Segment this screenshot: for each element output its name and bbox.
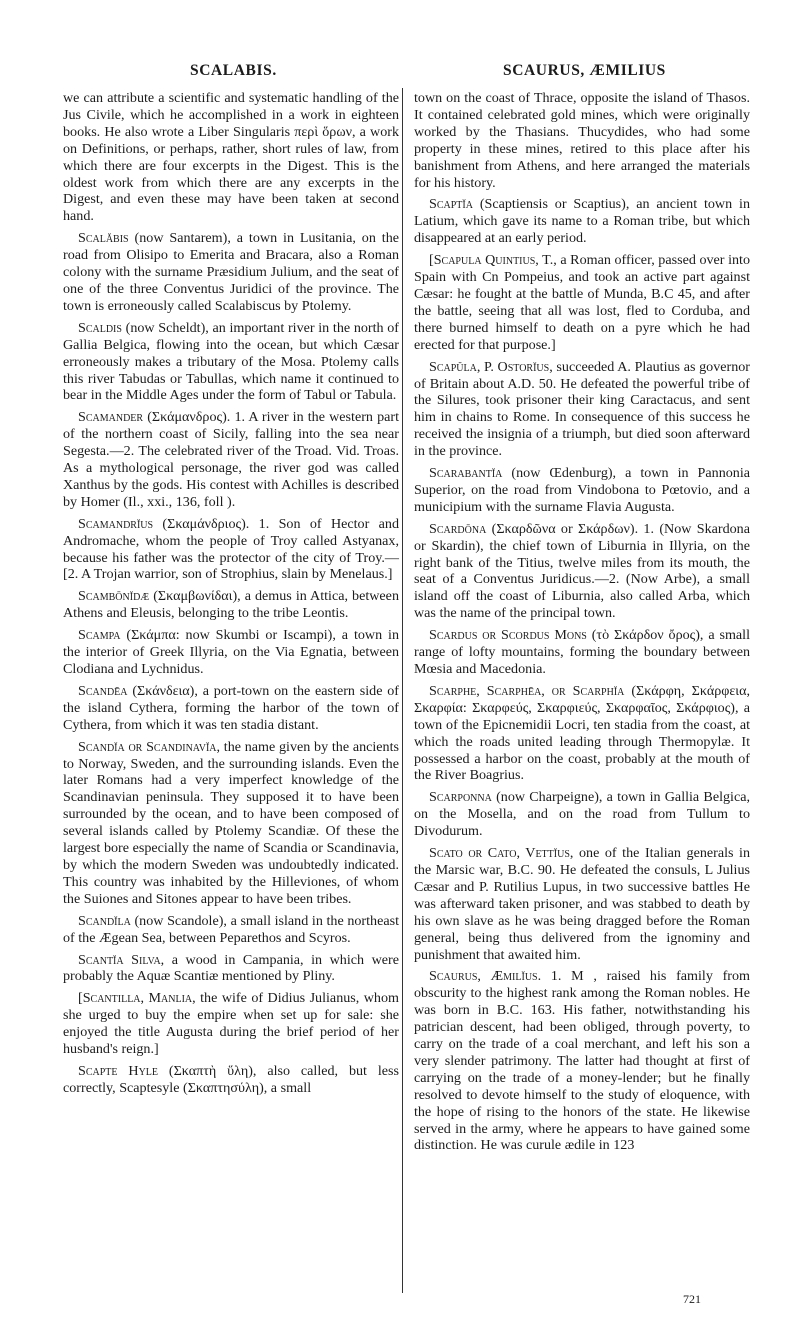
entry-headword: Scarponna xyxy=(429,789,492,806)
entry-text: (Scaptiensis or Scaptius), an ancient town in Latium, which gave its name to a Roman tribe, but which disappeared at an early period. xyxy=(414,196,750,247)
right-column xyxy=(414,90,750,1159)
running-head-right: SCAURUS, ÆMILIUS xyxy=(503,62,666,79)
dictionary-entry xyxy=(414,683,750,784)
dictionary-entry xyxy=(414,521,750,622)
entry-text: . 1. M , raised his family from obscurity to the highest rank among the Roman nobles. He was born in B.C. 163. His father, notwithstanding his patrician descent, had been obliged, through poverty, to carry on the trade of a coal merchant, and left his son a very slender patrimony. The latter had thought at first of carrying on the trade of a money-lender; but he finally resolved to devote himself to the study of eloquence, with the hope of rising to the honors of the state. He likewise served in the army, where he appears to have gained some distinction. He was curule ædile in 123 xyxy=(414,968,750,1154)
entry-text: town on the coast of Thrace, opposite the island of Thasos. It contained celebrated gold mines, which were originally worked by the Thasians. Thucydides, who had some property in these mines, retired to this place after his banishment from Athens, and here arranged the materials for his history. xyxy=(414,90,750,191)
dictionary-entry xyxy=(63,320,399,405)
entry-headword: Scardōna xyxy=(429,520,487,537)
entry-headword: Scarabantĭa xyxy=(429,465,503,482)
dictionary-entry xyxy=(414,359,750,460)
entry-text: (Σκαμβωνίδαι), a demus in Attica, between Athens and Eleusis, belonging to the tribe Leontis. xyxy=(63,588,399,622)
left-column xyxy=(63,90,399,1102)
dictionary-entry xyxy=(63,409,399,510)
entry-text: (Σκάρφη, Σκάρφεια, Σκαρφία: Σκαρφεύς, Σκαρφιεύς, Σκαρφαῖος, Σκάρφιος), a town of the Epicnemidii Locri, ten stadia from the coast, at which the roads united leading through Thermopylæ. It possessed a harbor on the coast, probably at the mouth of the River Boagrius. xyxy=(414,682,750,784)
entry-text: (now Santarem), a town in Lusitania, on the road from Olisipo to Emerita and Bracara, also a Roman colony with the surname Præsidium Julium, and the seat of one of the three Conventus Juridici of the province. The town is erroneously called Scalabiscus by Ptolemy. xyxy=(63,230,399,314)
entry-text: , a wood in Campania, in which were probably the Aquæ Scantiæ mentioned by Pliny. xyxy=(63,951,399,985)
entry-text: (now Charpeigne), a town in Gallia Belgica, on the Mosella, and on the road from Tullum to Divodurum. xyxy=(414,789,750,840)
entry-headword: Scaldis xyxy=(78,319,122,336)
dictionary-entry xyxy=(63,588,399,622)
running-head xyxy=(60,62,750,82)
entry-headword: Scapte Hyle xyxy=(78,1062,159,1079)
dictionary-entry xyxy=(63,739,399,908)
dictionary-entry xyxy=(414,789,750,840)
entry-headword: Scambōnĭdæ xyxy=(78,588,150,605)
dictionary-entry xyxy=(63,913,399,947)
entry-text: (Σκάμπα: now Skumbi or Iscampi), a town in the interior of Greek Illyria, on the Via Egnatia, between Clodiana and Lychnidus. xyxy=(63,627,399,677)
entry-headword: Scandĭa or Scandinavĭa xyxy=(78,738,217,755)
entry-headword: Scalăbis xyxy=(78,230,129,247)
entry-text: (Σκαμάνδριος). 1. Son of Hector and Andromache, whom the people of Troy called Astyanax, because his father was the protector of the city of Troy.—[2. A Trojan warrior, son of Strophius, slain by Menelaus.] xyxy=(63,515,399,583)
entry-text: (Σκάμανδρος). 1. A river in the western part of the northern coast of Sicily, falling into the sea near Segesta.—2. The celebrated river of the Troad. Vid. Troas. As a mythological personage, the river god was called Xanthus by the gods. His contest with Achilles is described by Homer (Il., xxi., 136, foll ). xyxy=(63,409,399,510)
entry-headword: Scaurus, Æmilĭus xyxy=(429,968,538,985)
dictionary-entry xyxy=(414,845,750,963)
dictionary-entry xyxy=(63,1063,399,1097)
entry-headword: Scantĭa Silva xyxy=(78,951,161,968)
dictionary-entry xyxy=(414,252,750,353)
dictionary-entry xyxy=(63,230,399,315)
entry-text: , succeeded A. Plautius as governor of Britain about A.D. 50. He defeated the powerful tribe of the Silures, took prisoner their king Caractacus, and sent him in chains to Rome. In consequence of this success he received the insignia of a triumph, but died soon afterward in the province. xyxy=(414,358,750,460)
entry-text: , the name given by the ancients to Norway, Sweden, and the surrounding islands. Even the later Romans had a very imperfect knowledge of the Scandinavian peninsula. They supposed it to have been surrounded by the ocean, and to have been composed of several islands called by Ptolemy Scandiæ. Of these the largest bore especially the name of Scandia or Scandinavia, by which the modern Sweden was undoubtedly indicated. This country was inhabited by the Hilleviones, of whom the Suiones and Sitones appear to have been tribes. xyxy=(63,738,399,907)
dictionary-entry xyxy=(63,627,399,678)
entry-text: , a Roman officer, passed over into Spain with Cn Pompeius, and took an active part against Cæsar: he fought at the battle of Munda, B.C 45, and after the battle, seeing that all was lost, fled to Corduba, and there burned himself to death on a pyre which he had erected for that purpose.] xyxy=(414,252,750,353)
entry-headword: Scamander xyxy=(78,409,144,426)
entry-text: (τὸ Σκάρδον ὄρος), a small range of lofty mountains, forming the boundary between Mœsia and Macedonia. xyxy=(414,627,750,677)
entry-text: (now Scheldt), an important river in the north of Gallia Belgica, flowing into the ocean, but which Cæsar erroneously makes a tributary of the Mosa. Ptolemy calls this river Tabudas or Tabullas, which name it continued to bear in the Middle Ages under the form of Tabul or Tabula. xyxy=(63,319,399,404)
dictionary-entry xyxy=(414,968,750,1154)
dictionary-entry xyxy=(63,952,399,986)
entry-headword: Scamandrĭus xyxy=(78,515,154,532)
continued-paragraph xyxy=(63,90,399,225)
dictionary-entry xyxy=(414,465,750,516)
entry-text: (Σκαπτὴ ὕλη), also called, but less correctly, Scaptesyle (Σκαπτησύλη), a small xyxy=(63,1062,399,1096)
continued-paragraph xyxy=(414,90,750,191)
entry-headword: Scandēa xyxy=(78,682,128,699)
entry-text: (Σκάνδεια), a port-town on the eastern side of the island Cythera, forming the harbor of the town of Cythera, from which it was ten stadia distant. xyxy=(63,682,399,733)
column-divider xyxy=(402,88,403,1293)
entry-headword: Scampa xyxy=(78,627,121,644)
entry-headword: Scardus or Scordus Mons xyxy=(429,627,587,644)
entry-headword: [Scapula Quintius, T. xyxy=(429,252,554,269)
entry-headword: [Scantilla, Manlia xyxy=(78,990,193,1007)
entry-headword: Scarphe, Scarphēa, or Scarphĭa xyxy=(429,682,625,699)
entry-headword: Scapŭla, P. Ostorĭus xyxy=(429,358,550,375)
entry-text: (now Scandole), a small island in the northeast of the Ægean Sea, between Peparethos and Scyros. xyxy=(63,912,399,946)
dictionary-entry xyxy=(63,990,399,1058)
running-head-left: SCALABIS. xyxy=(190,62,277,79)
entry-text: , the wife of Didius Julianus, whom she urged to buy the empire when set up for sale: she enjoyed the title Augusta during the brief period of her husband's reign.] xyxy=(63,990,399,1058)
dictionary-entry xyxy=(414,196,750,247)
dictionary-entry xyxy=(414,627,750,678)
dictionary-entry xyxy=(63,516,399,584)
page-number: 721 xyxy=(683,1292,701,1306)
entry-headword: Scato or Cato, Vettĭus xyxy=(429,845,570,862)
entry-headword: Scaptĭa xyxy=(429,196,473,213)
entry-text: (now Œdenburg), a town in Pannonia Superior, on the road from Vindobona to Pœtovio, and a municipium with the surname Flavia Augusta. xyxy=(414,465,750,515)
entry-text: , one of the Italian generals in the Marsic war, B.C. 90. He defeated the consuls, L Julius Cæsar and P. Rutilius Lupus, in two successive battles He was afterward taken prisoner, and was stabbed to death by his own slave as he was being dragged before the Roman general, being thus delivered from the ignominy and punishment that awaited him. xyxy=(414,845,750,963)
entry-headword: Scandĭla xyxy=(78,912,131,929)
entry-text: (Σκαρδῶνα or Σκάρδων). 1. (Now Skardona or Skardin), the chief town of Liburnia in Illyria, on the right bank of the Titius, twelve miles from its mouth, the seat of a Conventus Juridicus.—2. (Now Arbe), a small island off the coast of Liburnia, also called Arba, which was the name of the principal town. xyxy=(414,520,750,622)
dictionary-entry xyxy=(63,683,399,734)
entry-text: we can attribute a scientific and systematic handling of the Jus Civile, which he accomplished in a work in eighteen books. He also wrote a Liber Singularis περὶ ὅρων, a work on Definitions, or perhaps, rather, short rules of law, from which there are four excerpts in the Digest. This is the oldest work from which there are any excerpts in the Digest, and even these may have been taken at second hand. xyxy=(63,90,399,225)
